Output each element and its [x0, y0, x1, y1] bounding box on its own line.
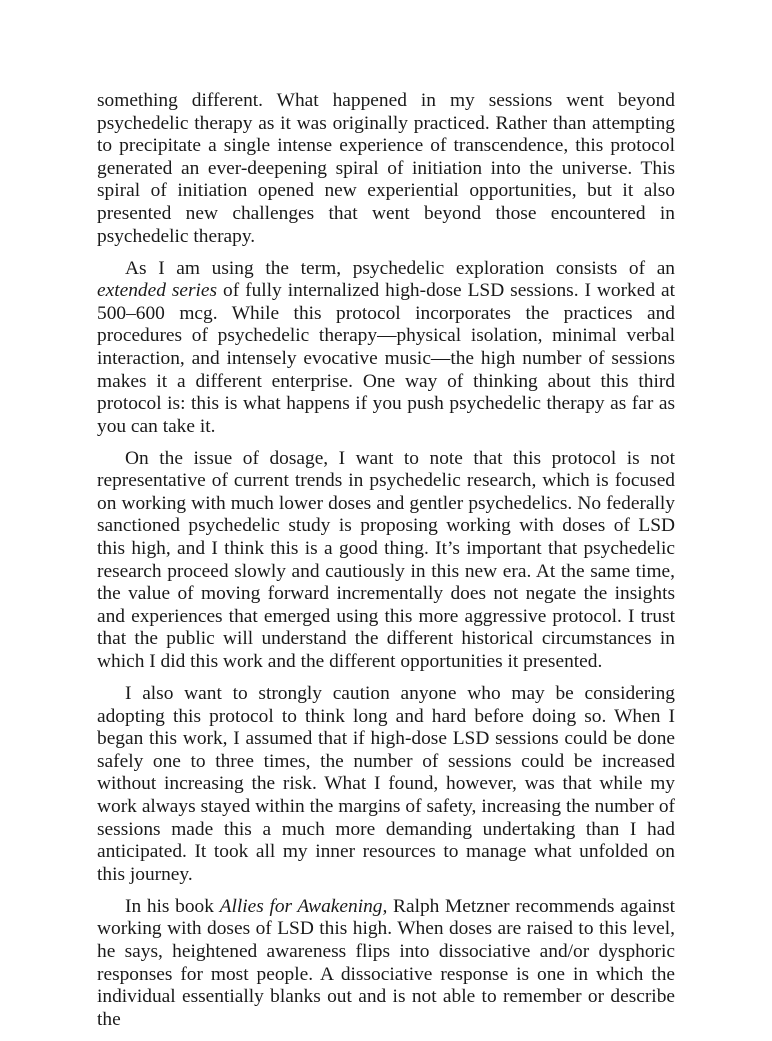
paragraph-1-text: something different. What happened in my sessions went beyond psychedelic therapy as it was originally practiced. Rather than attempting to precipitate a single intense experience of transcendence, this protocol generated an ever-deepening spiral of initiation into the universe. This spiral of initiation opened new experiential opportunities, but it also presented new challenges that went beyond those encountered in psychedelic therapy. [97, 90, 675, 247]
paragraph-1 [97, 90, 675, 248]
book-title-allies-for-awakening: Allies for Awakening, [219, 895, 388, 917]
paragraph-5-text-a: In his book [125, 895, 220, 917]
page-body [97, 90, 675, 1041]
paragraph-2 [97, 258, 675, 439]
paragraph-3 [97, 448, 675, 674]
paragraph-2-text-a: As I am using the term, psychedelic exploration consists of an [125, 257, 675, 279]
paragraph-2-text-b: of fully internalized high-dose LSD sessions. I worked at 500–600 mcg. While this protocol incorporates the practices and procedures of psychedelic therapy—physical isolation, minimal verbal interaction, and intensely evocative music—the high number of sessions makes it a different enterprise. One way of thinking about this third protocol is: this is what happens if you push psychedelic therapy as far as you can take it. [97, 280, 675, 437]
paragraph-4 [97, 683, 675, 886]
paragraph-3-text: On the issue of dosage, I want to note that this protocol is not representative of current trends in psychedelic research, which is focused on working with much lower doses and gentler psychedelics. No federally sanctioned psychedelic study is proposing working with doses of LSD this high, and I think this is a good thing. It’s important that psychedelic research proceed slowly and cautiously in this new era. At the same time, the value of moving forward incrementally does not negate the insights and experiences that emerged using this more aggressive protocol. I trust that the public will understand the different historical circumstances in which I did this work and the different opportunities it presented. [97, 447, 675, 673]
paragraph-4-text: I also want to strongly caution anyone who may be considering adopting this protocol to think long and hard before doing so. When I began this work, I assumed that if high-dose LSD sessions could be done safely one to three times, the number of sessions could be increased without increasing the risk. What I found, however, was that while my work always stayed within the margins of safety, increasing the number of sessions made this a much more demanding undertaking than I had anticipated. It took all my inner resources to manage what unfolded on this journey. [97, 683, 675, 885]
italic-phrase-extended-series: extended series [97, 280, 218, 302]
paragraph-5 [97, 896, 675, 1032]
paragraph-5-text-b: Ralph Metzner recommends against working with doses of LSD this high. When doses are raised to this level, he says, heightened awareness flips into dissociative and/or dysphoric responses for most people. A dissociative response is one in which the individual essentially blanks out and is not able to remember or describe the [97, 895, 676, 1030]
